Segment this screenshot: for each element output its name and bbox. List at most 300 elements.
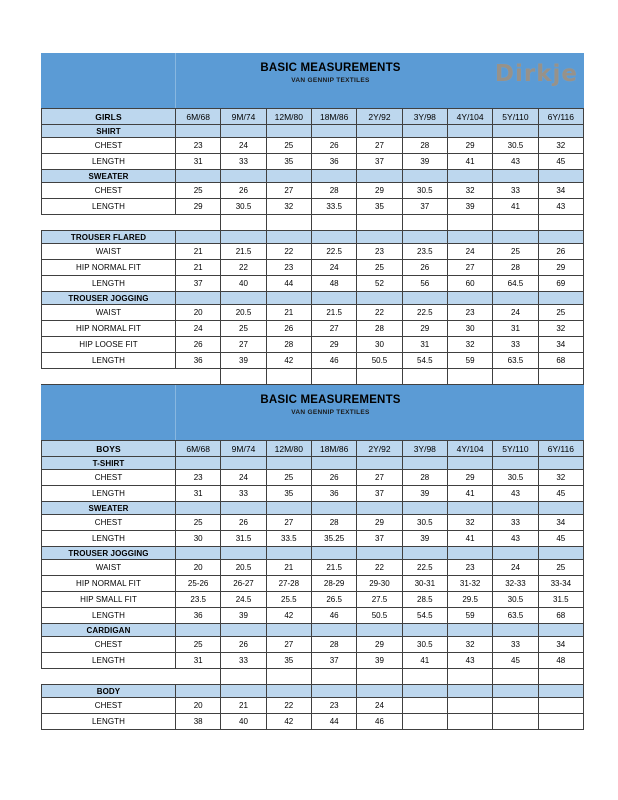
section-row: [42, 125, 584, 138]
section-row: [42, 685, 584, 698]
value-cell: [402, 685, 447, 698]
value-cell: 32: [538, 321, 583, 337]
measurement-label: LENGTH: [42, 353, 176, 369]
value-cell: 25: [538, 560, 583, 576]
value-cell: 31: [402, 337, 447, 353]
measurement-label: CHEST: [42, 470, 176, 486]
value-cell: 41: [493, 199, 538, 215]
value-cell: 33: [493, 183, 538, 199]
value-cell: [311, 215, 356, 231]
value-cell: 21: [266, 560, 311, 576]
value-cell: [311, 669, 356, 685]
value-cell: 27-28: [266, 576, 311, 592]
value-cell: [176, 369, 221, 385]
value-cell: 21.5: [311, 305, 356, 321]
measurement-label: HIP LOOSE FIT: [42, 337, 176, 353]
value-cell: 26: [266, 321, 311, 337]
value-cell: 54.5: [402, 353, 447, 369]
value-cell: 31.5: [221, 531, 266, 547]
measurement-label: LENGTH: [42, 276, 176, 292]
value-cell: [357, 231, 402, 244]
size-header-cell: 2Y/92: [357, 109, 402, 125]
value-cell: 29.5: [447, 592, 492, 608]
value-cell: [447, 502, 492, 515]
value-cell: [176, 669, 221, 685]
value-cell: [447, 292, 492, 305]
value-cell: 39: [402, 531, 447, 547]
measurement-label: LENGTH: [42, 486, 176, 502]
value-cell: [176, 215, 221, 231]
value-cell: 22.5: [311, 244, 356, 260]
value-cell: 29: [176, 199, 221, 215]
value-cell: 23: [447, 305, 492, 321]
value-cell: 35: [266, 486, 311, 502]
value-cell: 28: [357, 321, 402, 337]
value-cell: 21: [176, 244, 221, 260]
value-cell: [357, 669, 402, 685]
value-cell: [402, 457, 447, 470]
value-cell: [176, 502, 221, 515]
value-cell: 26: [311, 470, 356, 486]
measurement-label: HIP NORMAL FIT: [42, 576, 176, 592]
value-cell: 24: [357, 698, 402, 714]
value-cell: 30: [357, 337, 402, 353]
value-cell: 39: [447, 199, 492, 215]
value-cell: [538, 231, 583, 244]
value-cell: 37: [357, 531, 402, 547]
value-cell: 20.5: [221, 560, 266, 576]
value-cell: 59: [447, 353, 492, 369]
measurement-row: [42, 470, 584, 486]
page-subtitle: VAN GENNIP TEXTILES: [291, 409, 370, 416]
measurement-label: LENGTH: [42, 714, 176, 730]
value-cell: [221, 457, 266, 470]
size-header-cell: 9M/74: [221, 109, 266, 125]
value-cell: 50.5: [357, 353, 402, 369]
size-header-row: [42, 441, 584, 457]
measurement-label: HIP NORMAL FIT: [42, 260, 176, 276]
value-cell: 32: [447, 515, 492, 531]
boys-size-table: [41, 440, 584, 730]
value-cell: [221, 547, 266, 560]
section-label: BODY: [42, 685, 176, 698]
value-cell: 35: [266, 653, 311, 669]
value-cell: [311, 457, 356, 470]
value-cell: 35: [357, 199, 402, 215]
value-cell: 31: [176, 154, 221, 170]
value-cell: [447, 231, 492, 244]
size-header-cell: 18M/86: [311, 109, 356, 125]
measurement-label: WAIST: [42, 305, 176, 321]
value-cell: [447, 457, 492, 470]
value-cell: 30.5: [493, 470, 538, 486]
value-cell: [311, 624, 356, 637]
value-cell: 32-33: [493, 576, 538, 592]
value-cell: 28: [311, 637, 356, 653]
value-cell: 42: [266, 353, 311, 369]
value-cell: 27: [221, 337, 266, 353]
value-cell: 37: [357, 154, 402, 170]
measurement-row: [42, 154, 584, 170]
section-row: [42, 624, 584, 637]
value-cell: [493, 215, 538, 231]
value-cell: 27: [357, 470, 402, 486]
measurement-label: LENGTH: [42, 653, 176, 669]
value-cell: 33: [493, 337, 538, 353]
value-cell: 23: [266, 260, 311, 276]
group-label: BOYS: [42, 441, 176, 457]
value-cell: 46: [357, 714, 402, 730]
value-cell: 25: [357, 260, 402, 276]
value-cell: 29-30: [357, 576, 402, 592]
value-cell: 26: [311, 138, 356, 154]
size-header-cell: 5Y/110: [493, 441, 538, 457]
page-subtitle: VAN GENNIP TEXTILES: [291, 77, 370, 84]
value-cell: 36: [311, 154, 356, 170]
value-cell: 38: [176, 714, 221, 730]
value-cell: [402, 125, 447, 138]
value-cell: [221, 125, 266, 138]
value-cell: [402, 170, 447, 183]
value-cell: 25-26: [176, 576, 221, 592]
value-cell: [357, 369, 402, 385]
size-header-cell: 3Y/98: [402, 109, 447, 125]
value-cell: 23: [357, 244, 402, 260]
value-cell: 39: [221, 353, 266, 369]
value-cell: [402, 669, 447, 685]
value-cell: 33: [221, 653, 266, 669]
value-cell: 23: [311, 698, 356, 714]
size-header-cell: 9M/74: [221, 441, 266, 457]
value-cell: 31: [176, 486, 221, 502]
measurement-label: LENGTH: [42, 154, 176, 170]
value-cell: 64.5: [493, 276, 538, 292]
value-cell: 32: [447, 183, 492, 199]
value-cell: 32: [447, 637, 492, 653]
value-cell: [538, 125, 583, 138]
value-cell: [266, 231, 311, 244]
value-cell: 22: [221, 260, 266, 276]
value-cell: [357, 457, 402, 470]
value-cell: [402, 369, 447, 385]
girls-size-table: [41, 108, 584, 385]
value-cell: 25: [266, 138, 311, 154]
value-cell: 36: [176, 353, 221, 369]
value-cell: 29: [357, 637, 402, 653]
value-cell: 60: [447, 276, 492, 292]
section-row: [42, 547, 584, 560]
value-cell: 68: [538, 353, 583, 369]
section-label: SWEATER: [42, 170, 176, 183]
value-cell: [447, 669, 492, 685]
value-cell: 30: [176, 531, 221, 547]
value-cell: [221, 685, 266, 698]
value-cell: 33: [221, 154, 266, 170]
value-cell: [447, 369, 492, 385]
value-cell: 34: [538, 515, 583, 531]
size-header-cell: 3Y/98: [402, 441, 447, 457]
section-label: TROUSER JOGGING: [42, 292, 176, 305]
value-cell: 45: [538, 531, 583, 547]
value-cell: 43: [538, 199, 583, 215]
value-cell: [357, 624, 402, 637]
value-cell: [176, 292, 221, 305]
value-cell: 25: [221, 321, 266, 337]
value-cell: 41: [447, 531, 492, 547]
value-cell: 29: [311, 337, 356, 353]
value-cell: [221, 502, 266, 515]
measurement-row: [42, 260, 584, 276]
value-cell: [311, 231, 356, 244]
value-cell: 27: [447, 260, 492, 276]
value-cell: 33.5: [266, 531, 311, 547]
value-cell: 56: [402, 276, 447, 292]
value-cell: [176, 170, 221, 183]
value-cell: 27: [266, 637, 311, 653]
value-cell: 43: [493, 531, 538, 547]
value-cell: 27: [311, 321, 356, 337]
value-cell: 39: [357, 653, 402, 669]
value-cell: 26: [221, 637, 266, 653]
value-cell: 46: [311, 608, 356, 624]
value-cell: [538, 698, 583, 714]
size-header-cell: 5Y/110: [493, 109, 538, 125]
value-cell: 33: [493, 637, 538, 653]
value-cell: 21.5: [311, 560, 356, 576]
group-label: GIRLS: [42, 109, 176, 125]
value-cell: 63.5: [493, 353, 538, 369]
value-cell: 20.5: [221, 305, 266, 321]
value-cell: 20: [176, 698, 221, 714]
value-cell: [221, 292, 266, 305]
value-cell: [447, 215, 492, 231]
measurement-label: CHEST: [42, 138, 176, 154]
value-cell: [357, 547, 402, 560]
measurement-row: [42, 321, 584, 337]
measurement-row: [42, 592, 584, 608]
value-cell: 28-29: [311, 576, 356, 592]
value-cell: 24: [221, 470, 266, 486]
value-cell: [176, 457, 221, 470]
measurement-label: LENGTH: [42, 199, 176, 215]
value-cell: 21: [266, 305, 311, 321]
value-cell: 22.5: [402, 560, 447, 576]
measurement-row: [42, 305, 584, 321]
value-cell: 28: [311, 515, 356, 531]
value-cell: 28: [266, 337, 311, 353]
measurement-row: [42, 353, 584, 369]
section-row: [42, 457, 584, 470]
value-cell: 24: [221, 138, 266, 154]
value-cell: 33: [221, 486, 266, 502]
value-cell: 26-27: [221, 576, 266, 592]
value-cell: 45: [538, 486, 583, 502]
value-cell: 21.5: [221, 244, 266, 260]
value-cell: 30-31: [402, 576, 447, 592]
measurement-row: [42, 244, 584, 260]
measurement-row: [42, 698, 584, 714]
value-cell: 32: [447, 337, 492, 353]
measurement-label: CHEST: [42, 183, 176, 199]
value-cell: 43: [493, 154, 538, 170]
measurement-row: [42, 714, 584, 730]
value-cell: 29: [447, 470, 492, 486]
value-cell: 37: [176, 276, 221, 292]
size-header-row: [42, 109, 584, 125]
value-cell: 37: [357, 486, 402, 502]
value-cell: [402, 231, 447, 244]
value-cell: [311, 547, 356, 560]
value-cell: 34: [538, 337, 583, 353]
value-cell: 45: [493, 653, 538, 669]
value-cell: 39: [402, 154, 447, 170]
value-cell: [447, 170, 492, 183]
value-cell: [402, 547, 447, 560]
value-cell: [402, 698, 447, 714]
value-cell: 26: [538, 244, 583, 260]
value-cell: 37: [311, 653, 356, 669]
value-cell: 24: [176, 321, 221, 337]
value-cell: 27: [266, 515, 311, 531]
size-header-cell: 4Y/104: [447, 441, 492, 457]
value-cell: [311, 502, 356, 515]
value-cell: [311, 170, 356, 183]
value-cell: 31: [493, 321, 538, 337]
value-cell: 41: [447, 486, 492, 502]
value-cell: 33-34: [538, 576, 583, 592]
value-cell: [266, 215, 311, 231]
value-cell: [402, 714, 447, 730]
value-cell: [176, 547, 221, 560]
section-row: [42, 170, 584, 183]
value-cell: [357, 292, 402, 305]
value-cell: 24: [447, 244, 492, 260]
header-band-girls: [41, 53, 584, 108]
value-cell: 68: [538, 608, 583, 624]
value-cell: 28.5: [402, 592, 447, 608]
header-band-boys: [41, 385, 584, 440]
measurement-label: LENGTH: [42, 608, 176, 624]
value-cell: 45: [538, 154, 583, 170]
value-cell: 41: [402, 653, 447, 669]
value-cell: [311, 685, 356, 698]
value-cell: 52: [357, 276, 402, 292]
value-cell: 31: [176, 653, 221, 669]
measurement-row: [42, 531, 584, 547]
value-cell: 27.5: [357, 592, 402, 608]
value-cell: [266, 502, 311, 515]
value-cell: 33: [493, 515, 538, 531]
value-cell: 35.25: [311, 531, 356, 547]
value-cell: 43: [447, 653, 492, 669]
value-cell: 43: [493, 486, 538, 502]
value-cell: [538, 547, 583, 560]
value-cell: [266, 624, 311, 637]
value-cell: 24.5: [221, 592, 266, 608]
value-cell: 26: [221, 515, 266, 531]
section-row: [42, 502, 584, 515]
value-cell: 69: [538, 276, 583, 292]
value-cell: 46: [311, 353, 356, 369]
value-cell: 37: [402, 199, 447, 215]
value-cell: 22: [266, 244, 311, 260]
value-cell: 21: [221, 698, 266, 714]
value-cell: 22: [357, 560, 402, 576]
value-cell: 23.5: [402, 244, 447, 260]
value-cell: [538, 457, 583, 470]
measurement-label: CHEST: [42, 698, 176, 714]
value-cell: 25: [176, 515, 221, 531]
size-header-cell: 4Y/104: [447, 109, 492, 125]
value-cell: 42: [266, 714, 311, 730]
section-label: TROUSER FLARED: [42, 231, 176, 244]
measurement-row: [42, 183, 584, 199]
value-cell: 26: [402, 260, 447, 276]
value-cell: 44: [311, 714, 356, 730]
value-cell: 28: [311, 183, 356, 199]
value-cell: [402, 292, 447, 305]
value-cell: [357, 685, 402, 698]
value-cell: [266, 547, 311, 560]
size-header-cell: 6M/68: [176, 109, 221, 125]
measurement-row: [42, 515, 584, 531]
value-cell: [357, 125, 402, 138]
value-cell: [538, 170, 583, 183]
value-cell: [221, 231, 266, 244]
value-cell: [493, 685, 538, 698]
value-cell: 39: [402, 486, 447, 502]
value-cell: 35: [266, 154, 311, 170]
measurement-row: [42, 337, 584, 353]
value-cell: 32: [538, 470, 583, 486]
value-cell: 25.5: [266, 592, 311, 608]
value-cell: [266, 292, 311, 305]
value-cell: 59: [447, 608, 492, 624]
measurement-label: LENGTH: [42, 531, 176, 547]
measurement-label: [42, 369, 176, 385]
value-cell: [493, 714, 538, 730]
value-cell: 41: [447, 154, 492, 170]
value-cell: 54.5: [402, 608, 447, 624]
value-cell: 29: [357, 183, 402, 199]
measurement-label: [42, 215, 176, 231]
section-label: TROUSER JOGGING: [42, 547, 176, 560]
measurement-row: [42, 560, 584, 576]
value-cell: 30.5: [493, 138, 538, 154]
value-cell: [266, 669, 311, 685]
value-cell: [447, 714, 492, 730]
value-cell: 42: [266, 608, 311, 624]
measurement-label: WAIST: [42, 244, 176, 260]
section-label: T-SHIRT: [42, 457, 176, 470]
value-cell: [221, 669, 266, 685]
value-cell: 26: [176, 337, 221, 353]
value-cell: [538, 215, 583, 231]
spreadsheet-sheet: [41, 53, 584, 730]
value-cell: 26.5: [311, 592, 356, 608]
page-title: BASIC MEASUREMENTS: [260, 62, 401, 74]
value-cell: [447, 685, 492, 698]
value-cell: 24: [311, 260, 356, 276]
value-cell: 28: [402, 138, 447, 154]
value-cell: [221, 170, 266, 183]
value-cell: 20: [176, 305, 221, 321]
value-cell: 29: [538, 260, 583, 276]
size-header-cell: 2Y/92: [357, 441, 402, 457]
value-cell: [493, 457, 538, 470]
value-cell: [402, 624, 447, 637]
value-cell: [493, 547, 538, 560]
